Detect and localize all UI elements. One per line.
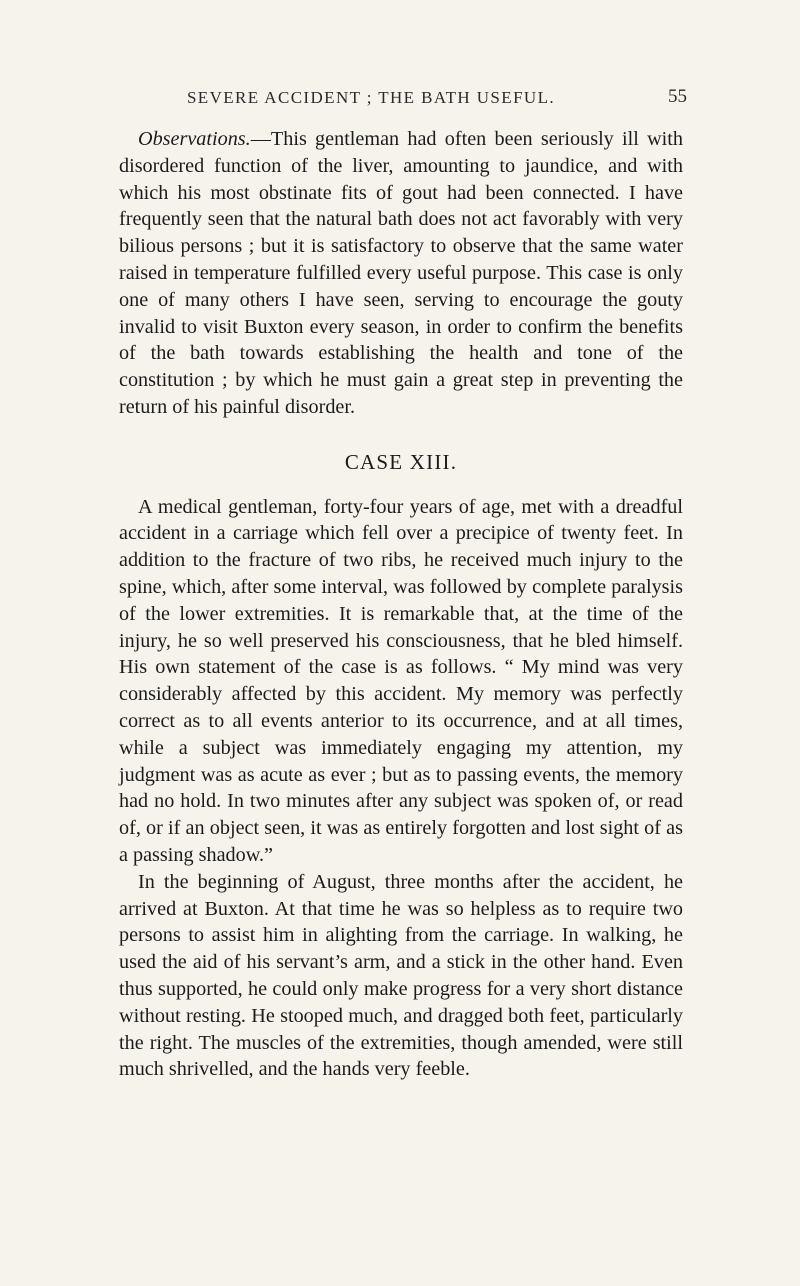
case-heading: CASE XIII. — [344, 449, 458, 474]
observations-text: —This gentleman had often been seriously ill with disordered function of the liver, amounting to jaundice, and with which his most obstinate fits of gout had been connected. I have frequently seen that the natural bath does not act favorably with very bilious persons ; but it is satisfactory to observe that the same water raised in temperature fulfilled every useful purpose. This case is only one of many others I have seen, serving to encourage the gouty invalid to visit Buxton every season, in order to confirm the benefits of the bath towards establishing the health and tone of the constitution ; by which he must gain a great step in preventing the return of his painful disorder. — [119, 128, 683, 418]
observations-label: Observations. — [138, 128, 251, 150]
case-paragraph-2: In the beginning of August, three months after the accident, he arrived at Buxton. At that time he was so helpless as to require two persons to assist him in alighting from the carriage. In walking, he used the aid of his servant’s arm, and a stick in the other hand. Even thus supported, he could only make progress for a very short distance without resting. He stooped much, and dragged both feet, particularly the right. The muscles of the extremities, though amended, were still much shrivelled, and the hands very feeble. — [119, 870, 683, 1081]
running-head: SEVERE ACCIDENT ; THE BATH USEFUL. — [186, 88, 556, 107]
case-paragraph-1: A medical gentleman, forty-four years of age, met with a dreadful accident in a carriage which fell over a precipice of twenty feet. In addition to the fracture of two ribs, he received much injury to the spine, which, after some interval, was followed by complete paralysis of the lower extremities. It is remarkable that, at the time of the injury, he so well preserved his consciousness, that he bled himself. His own statement of the case is as follows. “ My mind was very considerably affected by this accident. My memory was perfectly correct as to all events anterior to its occurrence, and at all times, while a subject was immediately engaging my attention, my judgment was as acute as ever ; but as to passing events, the memory had no hold. In two minutes after any subject was spoken of, or read of, or if an object seen, it was as entirely forgotten and lost sight of as a passing shadow.” — [119, 495, 683, 866]
page-number: 55 — [668, 86, 687, 107]
body-text — [119, 126, 683, 1083]
observations-paragraph — [119, 126, 683, 421]
